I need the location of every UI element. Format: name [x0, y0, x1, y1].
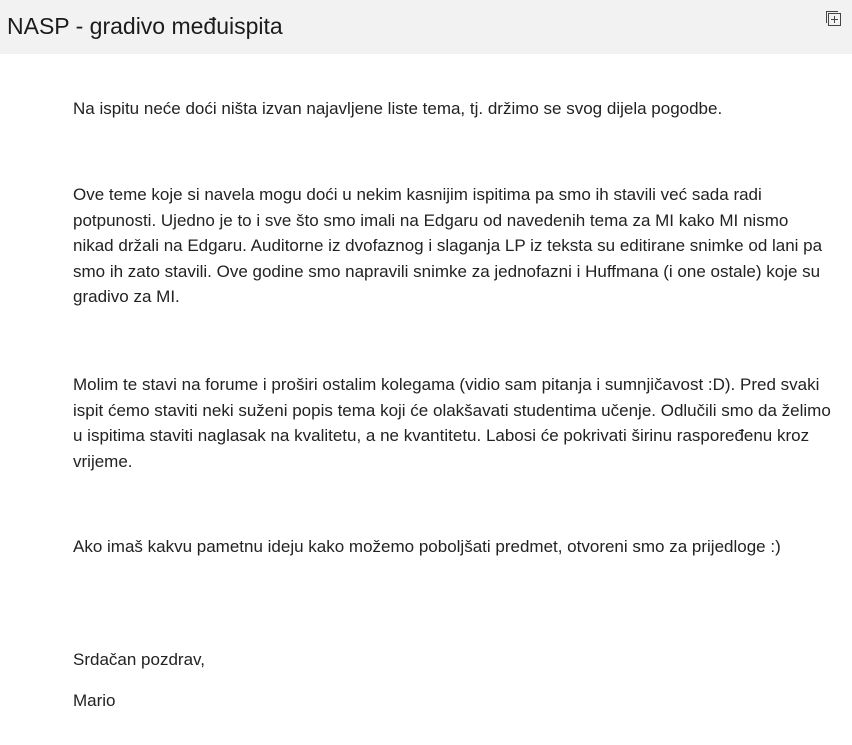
expand-plus-icon [826, 11, 842, 27]
paragraph-topics-explanation: Ove teme koje si navela mogu doći u nekim kasnijim ispitima pa smo ih stavili već sada radi potpunosti. Ujedno je to i sve što smo imali na Edgaru od navedenih tema za MI kako MI nismo nikad držali na Edgaru. Auditorne iz dvofaznog i slaganja LP iz teksta su editirane snimke od lani pa smo ih zato stavili. Ove godine smo napravili snimke za jednofazni i Huffmana (i one ostale) koje su gradivo za MI. [73, 185, 823, 306]
paragraph-exam-topics: Na ispitu neće doći ništa izvan najavljene liste tema, tj. držimo se svog dijela pogodbe. [73, 99, 723, 118]
post-header [0, 0, 852, 54]
greeting-text: Srdačan pozdrav, [73, 650, 205, 669]
signature-text: Mario [73, 691, 116, 710]
paragraph-forum-request: Molim te stavi na forume i proširi ostalim kolegama (vidio sam pitanja i sumnjičavost :D). Pred svaki ispit ćemo staviti neki suženi popis tema koji će olakšavati studentima učenje. Odlučili smo da želimo u ispitima staviti naglasak na kvalitetu, a ne kvantitetu. Labosi će pokrivati širinu raspoređenu kroz vrijeme. [73, 375, 831, 471]
expand-button[interactable] [826, 11, 842, 27]
paragraph-suggestions: Ako imaš kakvu pametnu ideju kako možemo poboljšati predmet, otvoreni smo za prijedloge :) [73, 537, 781, 556]
post-title: NASP - gradivo međuispita [7, 13, 283, 39]
